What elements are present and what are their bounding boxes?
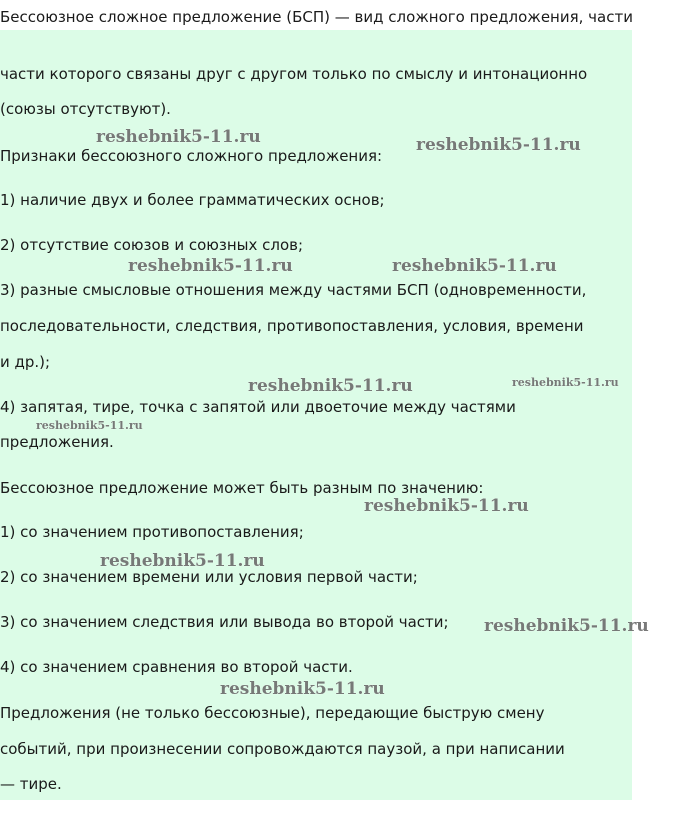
watermark: reshebnik5-11.ru <box>512 376 619 389</box>
text-line: — тире. <box>0 775 62 793</box>
watermark: reshebnik5-11.ru <box>36 419 143 432</box>
watermark: reshebnik5-11.ru <box>364 496 529 516</box>
text-line: Предложения (не только бессоюзные), передающие быструю смену <box>0 704 545 722</box>
text-line: последовательности, следствия, противопоставления, условия, времени <box>0 317 584 335</box>
text-line: предложения. <box>0 433 114 451</box>
clipped-heading-strip <box>0 0 680 30</box>
clipped-first-line: Бессоюзное сложное предложение (БСП) — вид сложного предложения, части <box>0 8 633 26</box>
list-item: 4) запятая, тире, точка с запятой или двоеточие между частями <box>0 398 516 416</box>
list-item: 1) со значением противопоставления; <box>0 523 304 541</box>
text-line: части которого связаны друг с другом только по смыслу и интонационно <box>0 65 588 83</box>
text-line: Бессоюзное предложение может быть разным по значению: <box>0 479 484 497</box>
text-line: и др.); <box>0 353 51 371</box>
watermark: reshebnik5-11.ru <box>484 616 649 636</box>
watermark: reshebnik5-11.ru <box>128 256 293 276</box>
text-line: (союзы отсутствуют). <box>0 100 171 118</box>
list-item: 2) со значением времени или условия первой части; <box>0 568 418 586</box>
list-item: 4) со значением сравнения во второй части. <box>0 658 353 676</box>
watermark: reshebnik5-11.ru <box>100 551 265 571</box>
watermark: reshebnik5-11.ru <box>392 256 557 276</box>
list-item: 1) наличие двух и более грамматических основ; <box>0 191 385 209</box>
text-line: событий, при произнесении сопровождаются паузой, а при написании <box>0 740 565 758</box>
watermark: reshebnik5-11.ru <box>416 135 581 155</box>
list-item: 3) разные смысловые отношения между частями БСП (одновременности, <box>0 281 587 299</box>
list-item: 2) отсутствие союзов и союзных слов; <box>0 236 304 254</box>
watermark: reshebnik5-11.ru <box>96 127 261 147</box>
watermark: reshebnik5-11.ru <box>220 679 385 699</box>
text-line: Признаки бессоюзного сложного предложения: <box>0 147 383 165</box>
watermark: reshebnik5-11.ru <box>248 376 413 396</box>
list-item: 3) со значением следствия или вывода во второй части; <box>0 613 449 631</box>
